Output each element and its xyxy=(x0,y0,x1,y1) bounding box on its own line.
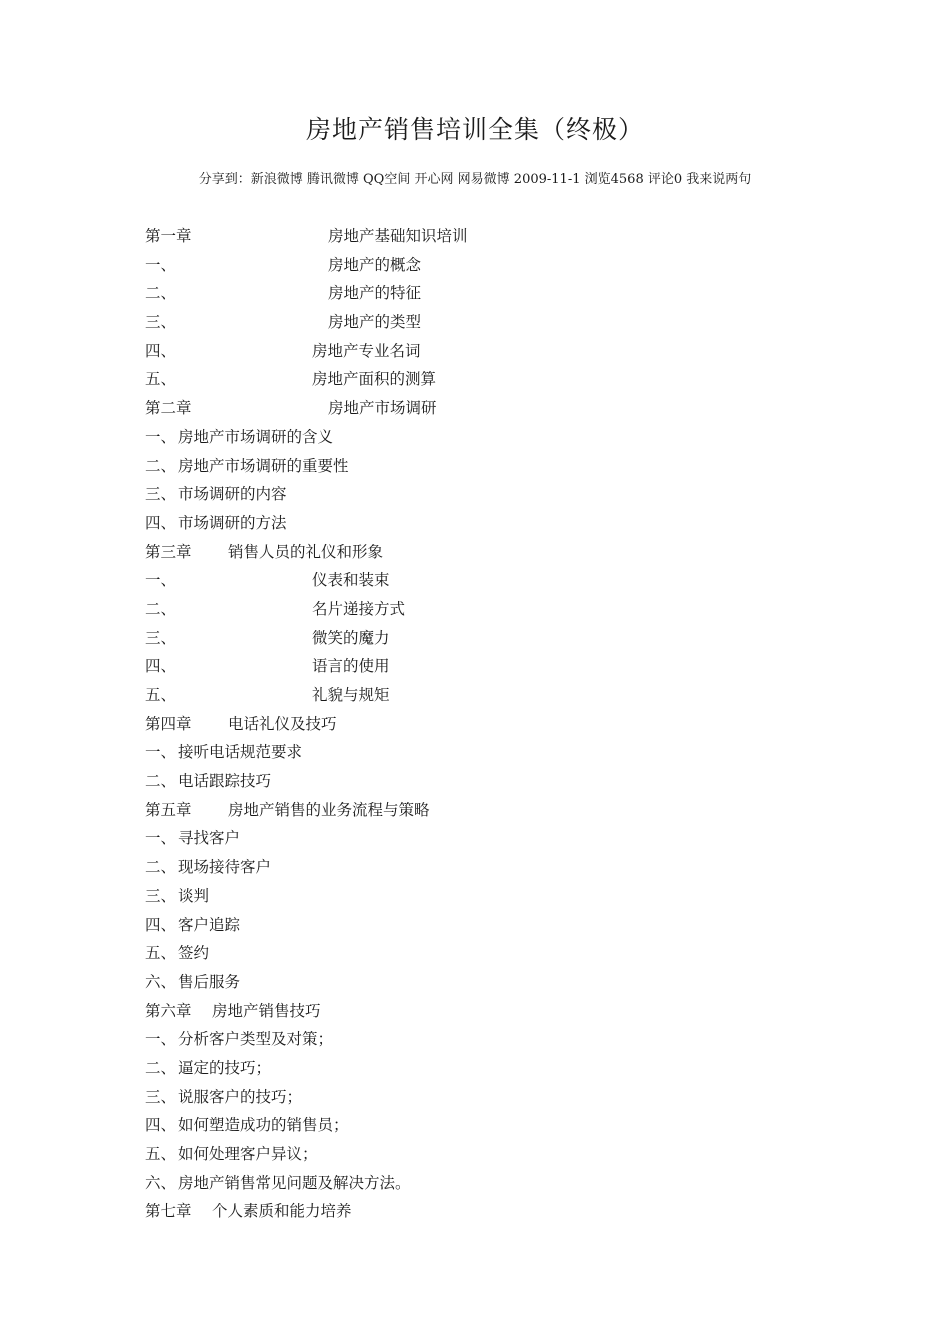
toc-item-text: 礼貌与规矩 xyxy=(312,686,390,704)
toc-item-label: 第三章 xyxy=(145,542,192,561)
toc-item-label: 第四章 xyxy=(145,714,192,733)
toc-item xyxy=(145,365,845,394)
toc-item xyxy=(145,824,845,853)
toc-item-text: 名片递接方式 xyxy=(312,599,406,618)
toc-item xyxy=(145,452,845,481)
document-title: 房地产销售培训全集（终极） xyxy=(305,115,644,144)
toc-item xyxy=(145,681,845,710)
toc-item-text: 房地产的概念 xyxy=(328,255,422,274)
toc-item-text: 签约 xyxy=(178,944,210,963)
toc-item xyxy=(145,337,845,366)
toc-item-label: 一、 xyxy=(145,1030,177,1049)
share-link-kaixin[interactable]: 开心网 xyxy=(414,172,454,187)
toc-item-label: 三、 xyxy=(145,886,177,905)
post-date: 2009-11-1 xyxy=(513,172,581,187)
toc-item-label: 一、 xyxy=(145,829,177,848)
toc-item-label: 第六章 xyxy=(145,1001,192,1020)
toc-item xyxy=(145,853,845,882)
toc-item-text: 销售人员的礼仪和形象 xyxy=(228,542,384,561)
toc-item-text: 接听电话规范要求 xyxy=(178,743,303,762)
table-of-contents xyxy=(145,222,845,1226)
toc-item xyxy=(145,538,845,567)
toc-item-label: 二、 xyxy=(145,456,177,475)
toc-item xyxy=(145,710,845,739)
toc-item-text: 微笑的魔力 xyxy=(312,628,390,647)
toc-item xyxy=(145,1197,845,1226)
toc-item-text: 谈判 xyxy=(178,886,210,905)
toc-item-text: 房地产市场调研的重要性 xyxy=(178,456,349,475)
toc-item xyxy=(145,796,845,825)
toc-item-label: 三、 xyxy=(145,485,177,504)
share-link-qzone[interactable]: QQ空间 xyxy=(363,172,411,187)
toc-item-label: 五、 xyxy=(145,370,177,389)
comment-count[interactable]: 评论0 xyxy=(647,172,683,187)
toc-item-text: 市场调研的方法 xyxy=(178,513,287,532)
toc-item-label: 四、 xyxy=(145,341,177,360)
share-link-tencent-weibo[interactable]: 腾讯微博 xyxy=(306,172,359,187)
toc-item-label: 一、 xyxy=(145,571,177,590)
toc-item-text: 逼定的技巧； xyxy=(178,1058,272,1077)
share-prefix: 分享到： xyxy=(198,172,251,187)
toc-item xyxy=(145,279,845,308)
toc-item-label: 一、 xyxy=(145,255,177,274)
toc-item-text: 语言的使用 xyxy=(312,657,390,676)
toc-item xyxy=(145,480,845,509)
toc-item xyxy=(145,882,845,911)
toc-item xyxy=(145,624,845,653)
toc-item xyxy=(145,652,845,681)
toc-item xyxy=(145,911,845,940)
toc-item xyxy=(145,595,845,624)
toc-item-label: 一、 xyxy=(145,427,177,446)
toc-item xyxy=(145,738,845,767)
toc-item-label: 二、 xyxy=(145,1058,177,1077)
toc-item xyxy=(145,566,845,595)
toc-item xyxy=(145,222,845,251)
toc-item-label: 三、 xyxy=(145,313,177,332)
toc-item-text: 现场接待客户 xyxy=(178,858,272,877)
toc-item-text: 个人素质和能力培养 xyxy=(212,1202,352,1221)
toc-item-text: 客户追踪 xyxy=(178,915,241,934)
toc-item-label: 四、 xyxy=(145,657,177,676)
toc-item-label: 第一章 xyxy=(145,227,192,245)
toc-item-label: 第五章 xyxy=(145,800,192,819)
toc-item xyxy=(145,1169,845,1198)
toc-item-label: 四、 xyxy=(145,915,177,934)
toc-item xyxy=(145,1140,845,1169)
toc-item xyxy=(145,509,845,538)
toc-item-text: 分析客户类型及对策； xyxy=(178,1030,334,1049)
toc-item-text: 如何处理客户异议； xyxy=(178,1145,318,1163)
toc-item xyxy=(145,1025,845,1054)
toc-item-text: 如何塑造成功的销售员； xyxy=(178,1116,349,1135)
toc-item xyxy=(145,997,845,1026)
toc-item xyxy=(145,939,845,968)
toc-item-text: 寻找客户 xyxy=(178,829,241,848)
toc-item xyxy=(145,968,845,997)
toc-item xyxy=(145,423,845,452)
toc-item-text: 电话跟踪技巧 xyxy=(178,772,272,791)
toc-item-label: 六、 xyxy=(145,1173,177,1192)
toc-item xyxy=(145,251,845,280)
toc-item-text: 房地产市场调研 xyxy=(328,399,437,418)
toc-item xyxy=(145,1083,845,1112)
toc-item-label: 五、 xyxy=(145,686,177,704)
toc-item-label: 五、 xyxy=(145,1145,177,1163)
toc-item-text: 房地产的特征 xyxy=(328,284,422,303)
toc-item-text: 电话礼仪及技巧 xyxy=(228,714,337,733)
toc-item-text: 售后服务 xyxy=(178,972,241,991)
toc-item-label: 四、 xyxy=(145,513,177,532)
share-link-sina-weibo[interactable]: 新浪微博 xyxy=(250,172,303,187)
toc-item-label: 第七章 xyxy=(145,1202,192,1221)
toc-item-label: 二、 xyxy=(145,858,177,877)
toc-item-text: 房地产销售常见问题及解决方法。 xyxy=(178,1173,411,1192)
toc-item xyxy=(145,767,845,796)
toc-item-text: 房地产的类型 xyxy=(328,313,422,332)
toc-item xyxy=(145,1111,845,1140)
toc-item-text: 房地产面积的测算 xyxy=(312,370,437,389)
toc-item-text: 房地产基础知识培训 xyxy=(328,227,468,245)
toc-item-label: 二、 xyxy=(145,284,177,303)
toc-item-label: 三、 xyxy=(145,628,177,647)
toc-item-label: 六、 xyxy=(145,972,177,991)
share-link-netease-weibo[interactable]: 网易微博 xyxy=(457,172,510,187)
toc-item xyxy=(145,394,845,423)
toc-item-label: 第二章 xyxy=(145,399,192,418)
toc-item xyxy=(145,308,845,337)
toc-item-label: 二、 xyxy=(145,772,177,791)
toc-item xyxy=(145,1054,845,1083)
toc-item-label: 三、 xyxy=(145,1087,177,1106)
toc-item-text: 房地产销售技巧 xyxy=(212,1001,321,1020)
toc-item-label: 二、 xyxy=(145,599,177,618)
toc-item-label: 五、 xyxy=(145,944,177,963)
toc-item-label: 一、 xyxy=(145,743,177,762)
toc-item-label: 四、 xyxy=(145,1116,177,1135)
reply-link[interactable]: 我来说两句 xyxy=(686,172,752,187)
toc-item-text: 说服客户的技巧； xyxy=(178,1087,303,1106)
toc-item-text: 房地产专业名词 xyxy=(312,341,421,360)
toc-item-text: 仪表和装束 xyxy=(312,571,390,590)
toc-item-text: 房地产市场调研的含义 xyxy=(178,427,334,446)
toc-item-text: 房地产销售的业务流程与策略 xyxy=(228,800,430,819)
share-bar xyxy=(0,171,950,189)
toc-item-text: 市场调研的内容 xyxy=(178,485,287,504)
view-count: 浏览4568 xyxy=(584,172,644,187)
